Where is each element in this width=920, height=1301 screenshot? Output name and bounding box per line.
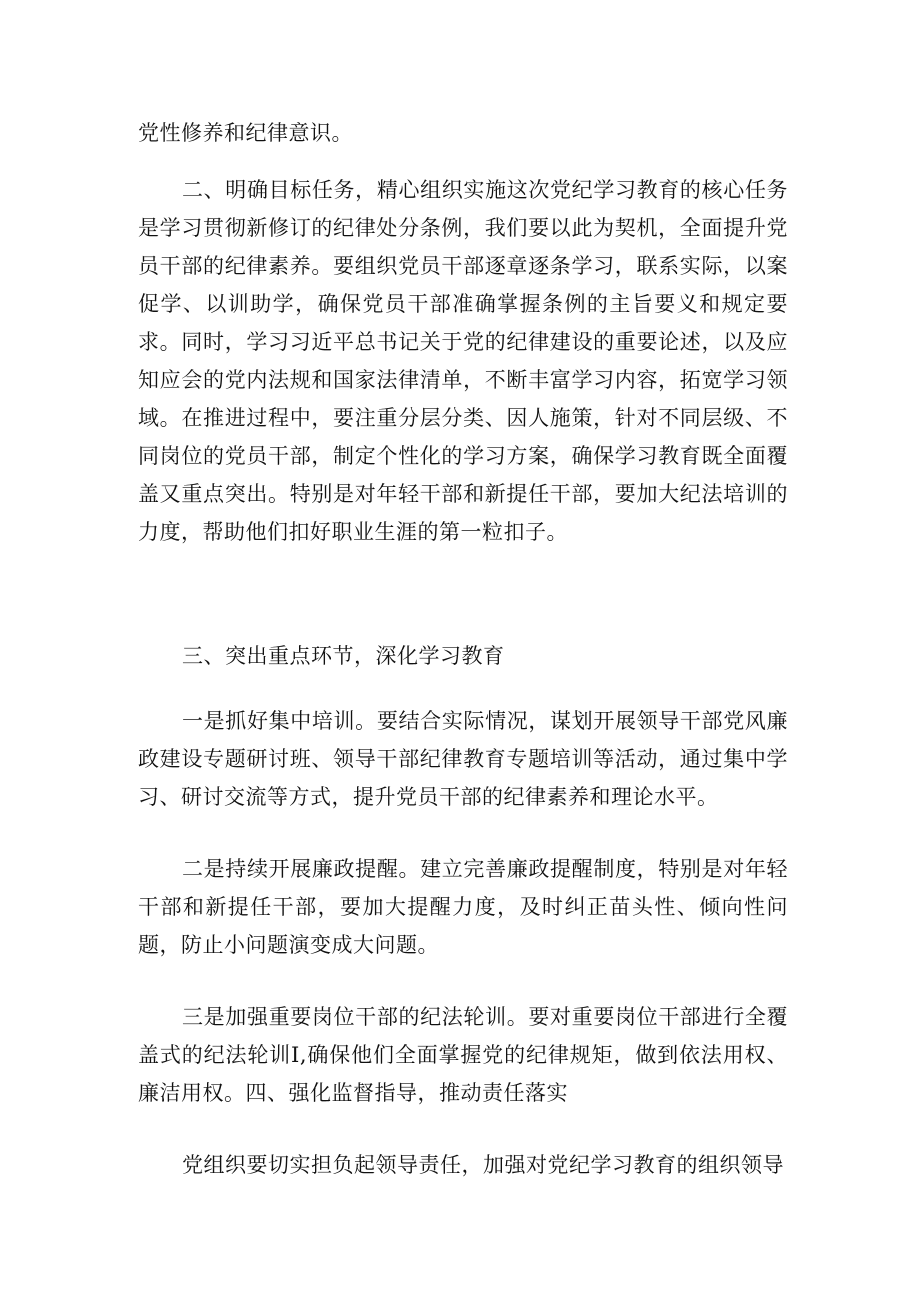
paragraph-item-three: 三是加强重要岗位干部的纪法轮训。要对重要岗位干部进行全覆盖式的纪法轮训I,确保他们全面掌握党的纪律规矩，做到依法用权、廉洁用权。四、强化监督指导，推动责任落实 bbox=[138, 1005, 788, 1105]
paragraph-item-two: 二是持续开展廉政提醒。建立完善廉政提醒制度，特别是对年轻干部和新提任干部，要加大提醒力度，及时纠正苗头性、倾向性问题，防止小问题演变成大问题。 bbox=[138, 857, 788, 957]
paragraph-continuation: 党性修养和纪律意识。 bbox=[138, 121, 353, 145]
paragraph-final: 党组织要切实担负起领导责任，加强对党纪学习教育的组织领导 bbox=[182, 1153, 784, 1177]
paragraph-section-two: 二、明确目标任务，精心组织实施这次党纪学习教育的核心任务是学习贯彻新修订的纪律处分条例，我们要以此为契机，全面提升党员干部的纪律素养。要组织党员干部逐章逐条学习，联系实际，以案促学、以训助学，确保党员干部准确掌握条例的主旨要义和规定要求。同时，学习习近平总书记关于党的纪律建设的重要论述，以及应知应会的党内法规和国家法律清单，不断丰富学习内容，拓宽学习领域。在推进过程中，要注重分层分类、因人施策，针对不同层级、不同岗位的党员干部，制定个性化的学习方案，确保学习教育既全面覆盖又重点突出。特别是对年轻干部和新提任干部，要加大纪法培训的力度，帮助他们扣好职业生涯的第一粒扣子。 bbox=[138, 178, 788, 544]
section-three-heading: 三、突出重点环节，深化学习教育 bbox=[182, 644, 505, 668]
paragraph-item-one: 一是抓好集中培训。要结合实际情况，谋划开展领导干部党风廉政建设专题研讨班、领导干部纪律教育专题培训等活动，通过集中学习、研讨交流等方式，提升党员干部的纪律素养和理论水平。 bbox=[138, 709, 788, 809]
